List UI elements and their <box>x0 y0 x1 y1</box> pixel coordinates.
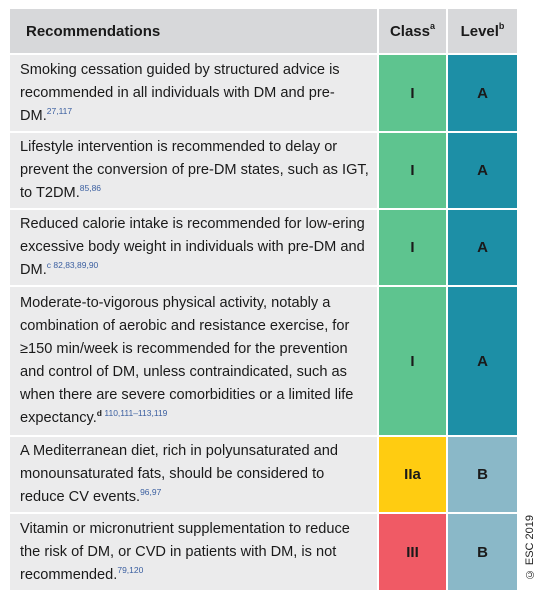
table-row <box>10 514 517 590</box>
reference-numbers: 96,97 <box>140 487 162 498</box>
recommendation-text: Reduced calorie intake is recommended for low-ering excessive body weight in individuals with pre-DM and DM.$^{c 82,83,89,90}$ <box>10 210 377 285</box>
recommendation-text: Moderate-to-vigorous physical activity, notably a combination of aerobic and resistance exercise, for ≥150 min/week is recommended for the prevention and control of DM, unless contraindicated, such as when there are severe comorbidities or a limited life expectancy.$^{d 110,111-113,119}$ <box>10 287 377 435</box>
class-cell: I <box>379 287 446 435</box>
header-level: Level$^b$ <box>448 9 517 53</box>
recommendation-text: Lifestyle intervention is recommended to delay or prevent the conversion of pre-DM states, such as IGT, to T2DM.$^{85,86}$ <box>10 133 377 208</box>
table-row <box>10 133 517 208</box>
reference-numbers: 79,120 <box>117 564 144 575</box>
reference-numbers: 27,117 <box>46 105 73 116</box>
table-row <box>10 55 517 131</box>
level-cell: A <box>448 210 517 285</box>
header-class: Class$^a$ <box>379 9 446 53</box>
class-cell: I <box>379 55 446 131</box>
level-cell: B <box>448 437 517 512</box>
class-cell: I <box>379 210 446 285</box>
table-row <box>10 287 517 435</box>
reference-numbers: 85,86 <box>79 183 102 194</box>
level-cell: A <box>448 55 517 131</box>
class-cell: I <box>379 133 446 208</box>
class-cell: III <box>379 514 446 590</box>
table-row <box>10 437 517 512</box>
reference-numbers: d 110,111–113,119 <box>96 408 168 419</box>
copyright-notice: © ESC 2019 <box>524 514 536 580</box>
recommendation-text: Vitamin or micronutrient supplementation to reduce the risk of DM, or CVD in patients with DM, is not recommended.$^{79,120}$ <box>10 514 377 590</box>
recommendation-text: A Mediterranean diet, rich in polyunsaturated and monounsaturated fats, should be considered to reduce CV events.$^{96,97}$ <box>10 437 377 512</box>
header-class-footnote: a <box>430 20 436 31</box>
recommendations-table <box>8 7 519 592</box>
table-row <box>10 210 517 285</box>
recommendation-text: Smoking cessation guided by structured advice is recommended in all individuals with DM and pre-DM.$^{27,117}$ <box>10 55 377 131</box>
reference-numbers: c 82,83,89,90 <box>46 260 99 271</box>
table-header-row <box>10 9 517 53</box>
table-body <box>10 55 517 590</box>
level-cell: A <box>448 287 517 435</box>
level-cell: B <box>448 514 517 590</box>
level-cell: A <box>448 133 517 208</box>
header-recommendations: Recommendations <box>10 9 377 53</box>
header-level-footnote: b <box>498 20 505 31</box>
class-cell: IIa <box>379 437 446 512</box>
